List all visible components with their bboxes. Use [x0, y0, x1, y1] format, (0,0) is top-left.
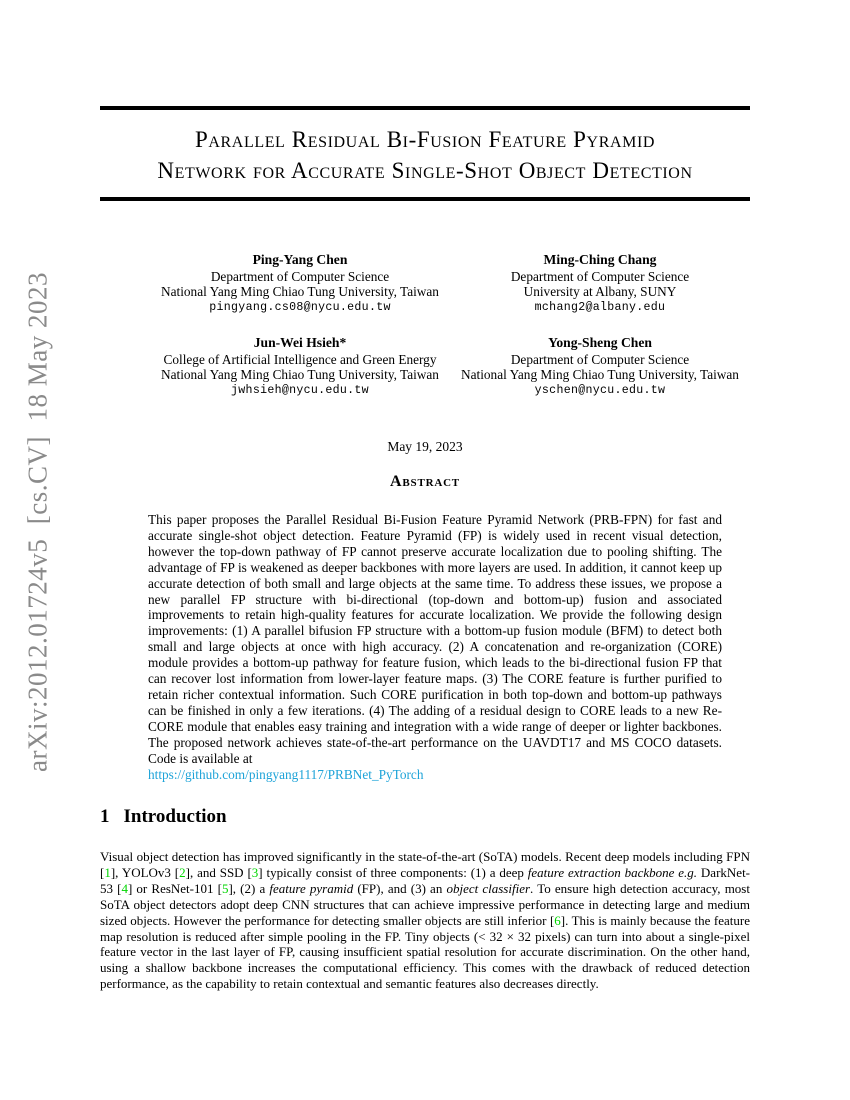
paper-title-line1: Parallel Residual Bi-Fusion Feature Pyramid — [194, 127, 656, 152]
body-text: ] or ResNet-101 [ — [127, 880, 222, 896]
author-affiliation: National Yang Ming Chiao Tung University, Taiwan — [161, 367, 439, 382]
author-email: jwhsieh@nycu.edu.tw — [231, 384, 369, 397]
author-block — [430, 252, 770, 315]
author-name: Jun-Wei Hsieh* — [253, 335, 347, 350]
author-name: Yong-Sheng Chen — [548, 335, 652, 350]
body-text: (FP), and (3) an — [353, 880, 447, 896]
author-affiliation: University at Albany, SUNY — [523, 284, 677, 299]
paper-title — [75, 124, 775, 186]
author-affiliation: Department of Computer Science — [510, 352, 690, 367]
citation-ref: 5 — [221, 880, 229, 896]
author-affiliation: Department of Computer Science — [510, 269, 690, 284]
author-name: Ping-Yang Chen — [252, 252, 348, 267]
author-affiliation: College of Artificial Intelligence and Green Energy — [163, 352, 437, 367]
body-text: ]. This is mainly because the feature map resolution is reduced after simple pooling in the FP. Tiny objects (< 32 × 32 pixels) can turn into about a single-pixel feature vector in the last layer of FP, causing insufficient spatial resolution for accurate discrimination. On the other hand, using a shallow backbone increases the computational efficiency. This comes with the drawback of reduced detection performance, as the capability to retain contextual and semantic features also decreases directly. — [100, 912, 750, 992]
body-text: DarkNet-53 [ — [100, 864, 751, 896]
body-text: . To ensure high detection accuracy, most SoTA object detectors adopt deep CNN structures that can achieve impressive performance in detecting large and medium sized objects. However the performance for detecting smaller objects are still inferior [ — [100, 880, 750, 928]
author-affiliation: National Yang Ming Chiao Tung University, Taiwan — [461, 367, 739, 382]
section-heading-introduction — [100, 806, 227, 828]
author-block — [130, 335, 470, 398]
title-rule-bottom — [100, 197, 750, 201]
arxiv-watermark: arXiv:2012.01724v5 [cs.CV] 18 May 2023 — [22, 272, 53, 772]
title-rule-top — [100, 106, 750, 110]
author-name: Ming-Ching Chang — [543, 252, 657, 267]
author-email: mchang2@albany.edu — [534, 301, 666, 314]
paper-title-line2: Network for Accurate Single-Shot Object Detection — [157, 158, 693, 183]
emphasized-text: object classifier — [446, 880, 531, 896]
body-text: ], (2) a — [228, 880, 270, 896]
citation-ref: 3 — [251, 864, 259, 880]
author-email: pingyang.cs08@nycu.edu.tw — [209, 301, 391, 314]
author-affiliation: Department of Computer Science — [210, 269, 390, 284]
author-block — [130, 252, 470, 315]
citation-ref: 6 — [554, 912, 561, 928]
emphasized-text: feature extraction backbone e.g. — [527, 864, 698, 880]
author-affiliation: National Yang Ming Chiao Tung University, Taiwan — [161, 284, 439, 299]
abstract-text: This paper proposes the Parallel Residual Bi-Fusion Feature Pyramid Network (PRB-FPN) for fast and accurate single-shot object detection. Feature Pyramid (FP) is widely used in recent visual detection, however the top-down pathway of FP cannot preserve accurate localization due to pooling shifting. The advantage of FP is weakened as deeper backbones with more layers are used. In addition, it cannot keep up accurate detection of both small and large objects at the same time. To address these issues, we propose a new parallel FP structure with bi-directional (top-down and bottom-up) fusion and associated improvements to retain high-quality features for accurate localization. We provide the following design improvements: (1) A parallel bifusion FP structure with a bottom-up fusion module (BFM) to detect both small and large objects at once with high accuracy. (2) A concatenation and re-organization (CORE) module provides a bottom-up pathway for feature fusion, which leads to the bi-directional fusion FP that can recover lost information from lower-layer feature maps. (3) The CORE feature is further purified to retain richer contextual information. Such CORE purification in both top-down and bottom-up pathways can be finished in only a few iterations. (4) The adding of a residual design to CORE leads to a new Re-CORE module that enables easy training and integration with a wide range of deeper or lighter backbones. The proposed network achieves state-of-the-art performance on the UAVDT17 and MS COCO datasets. Code is available at — [148, 512, 722, 766]
abstract-body — [148, 512, 722, 782]
body-text: ] typically consist of three components: (1) a deep — [258, 864, 528, 880]
github-link[interactable]: https://github.com/pingyang1117/PRBNet_PyTorch — [148, 766, 424, 782]
section-number: 1 — [100, 806, 110, 827]
intro-paragraph — [100, 849, 750, 992]
author-email: yschen@nycu.edu.tw — [534, 384, 666, 397]
citation-ref: 1 — [104, 864, 111, 880]
body-text: Visual object detection has improved significantly in the state-of-the-art (SoTA) models. Recent deep models including FPN [ — [100, 849, 750, 880]
submission-date: May 19, 2023 — [387, 439, 463, 454]
emphasized-text: feature pyramid — [269, 880, 354, 896]
body-text: ], YOLOv3 [ — [110, 864, 180, 880]
citation-ref: 4 — [121, 880, 128, 896]
body-text: ], and SSD [ — [185, 864, 252, 880]
citation-ref: 2 — [179, 864, 186, 880]
author-list — [0, 252, 850, 422]
section-title: Introduction — [123, 806, 227, 827]
abstract-heading: Abstract — [390, 473, 460, 490]
author-block — [430, 335, 770, 398]
